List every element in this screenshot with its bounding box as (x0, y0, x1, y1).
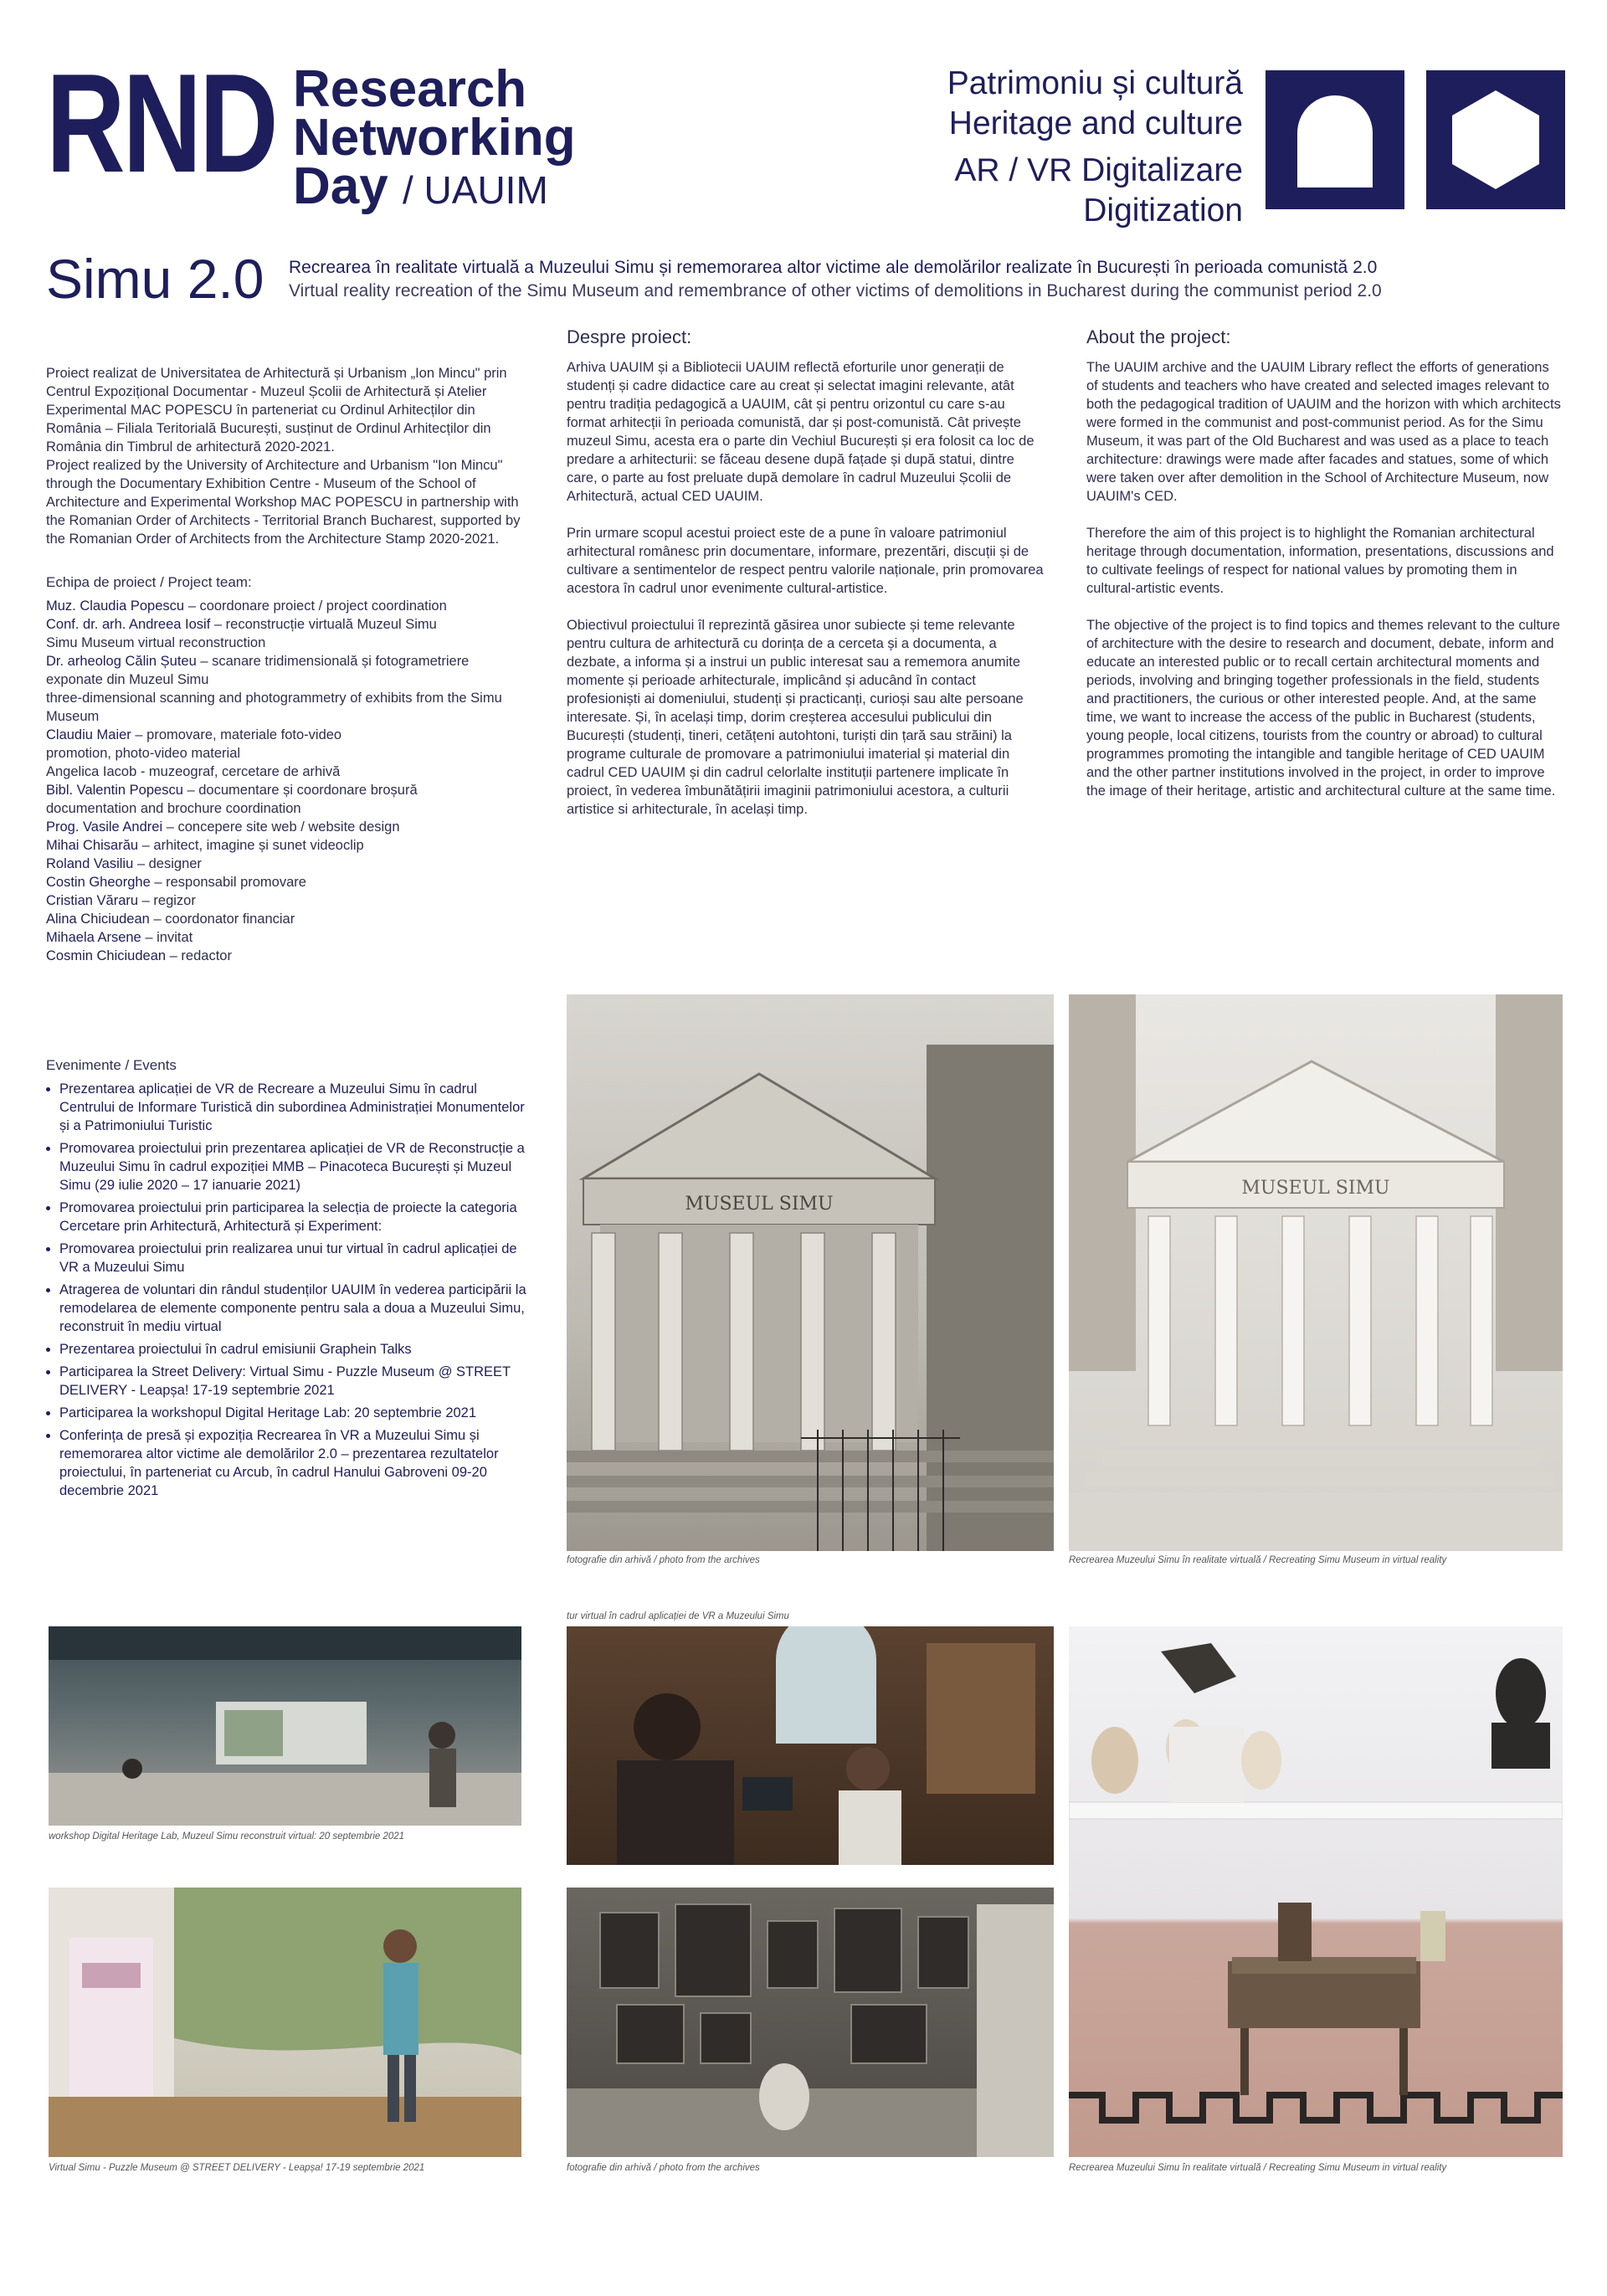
about-en-column (1086, 328, 1563, 800)
events-heading: Evenimente / Events (46, 1057, 177, 1073)
team-member-role: Simu Museum virtual reconstruction (46, 635, 266, 650)
logo-line-research: Research (293, 60, 527, 118)
team-member-name: Mihaela Arsene (46, 930, 141, 945)
team-member-role: – reconstrucție virtuală Muzeul Simu (213, 617, 437, 632)
caption-virtual-tour: tur virtual în cadrul aplicației de VR a Muzeului Simu (567, 1611, 789, 1621)
team-member-name: Conf. dr. arh. Andreea Iosif (46, 617, 211, 632)
team-member-name: Alina Chiciudean (46, 912, 150, 927)
logo-wordmark (293, 60, 576, 215)
team-member (46, 947, 523, 965)
theme-digital-en: Digitization (1083, 193, 1243, 229)
team-member (46, 836, 523, 855)
about-en-heading: About the project: (1086, 326, 1231, 347)
team-member-name: Bibl. Valentin Popescu (46, 783, 183, 798)
team-member-role: – invitat (145, 930, 193, 945)
team-member (46, 634, 523, 652)
team-member-role: – designer (136, 856, 202, 871)
about-en-p2: Therefore the aim of this project is to highlight the Romanian architectural heritage through documentation, information, presentations, discussions and to cultivate feelings of respect for national values by promoting them in cultural-artistic events. (1086, 526, 1554, 596)
project-subtitle-ro: Recrearea în realitate virtuală a Muzeului Simu și rememorarea altor victime ale demolărilor realizate în București în perioada comunistă 2.0 (289, 258, 1378, 277)
about-ro-p1: Arhiva UAUIM și a Bibliotecii UAUIM reflectă eforturile unor generații de studenți și cadre didactice care au creat și selectat imagini relevante, atât pentru tradiția pedagogică a UAUIM, cât și pentru orizontul cu care s-au format arhitecții în perioada comunistă, dar și post-comunistă. Cât privește muzeul Simu, acesta era o parte din Vechiul București și era folosit ca loc de predare a arhitecturii: se făceau desene după fațade și după statui, dintre care, o parte au fost preluate după demolare în cadrul Muzeului Școlii de Arhitectură, actual CED UAUIM. (567, 360, 1035, 504)
about-ro-column (567, 328, 1044, 819)
team-member (46, 652, 523, 689)
intro-en: Project realized by the University of Architecture and Urbanism "Ion Mincu" through the Documentary Exhibition Centre - Museum of the School of Architecture and Experimental Workshop MAC POPESCU in partnership with the Romanian Order of Architects - Territorial Branch Bucharest, supported by the Romanian Order of Architects from the Architecture Stamp 2020-2021. (46, 458, 521, 547)
team-member-name: Muz. Claudia Popescu (46, 598, 185, 614)
theme-heritage-ro: Patrimoniu și cultură (947, 65, 1243, 101)
team-member-name: Cristian Văraru (46, 893, 139, 908)
team-member-role: – coordonator financiar (153, 912, 295, 927)
team-member (46, 799, 523, 818)
archive-photo-interior (567, 1888, 1054, 2157)
team-member (46, 726, 523, 744)
team-member (46, 781, 523, 799)
team-member-name: Roland Vasiliu (46, 856, 134, 871)
team-member-role: – promovare, materiale foto-video (135, 727, 342, 742)
intro-ro: Proiect realizat de Universitatea de Arhitectură și Urbanism „Ion Mincu" prin Centrul Expozițional Documentar - Muzeul Școlii de Arhitectură și Atelier Experimental MAC POPESCU în parteneriat cu Ordinul Arhitecților din România – Filiala Teritorială București, susținut de Ordinul Arhitecților din România din Timbrul de arhitectură 2020-2021. (46, 366, 507, 455)
about-en-p1: The UAUIM archive and the UAUIM Library reflect the efforts of generations of students and teachers who have created and selected images relevant to both the pedagogical tradition of UAUIM and the horizon with which architects were formed in the communist and post-communist period. As for the Simu Museum, it was part of the Old Bucharest and was used as a place to teach architecture: drawings were made after facades and statues, some of which were taken over after demolition in the School of Architecture Museum, now UAUIM's CED. (1086, 360, 1561, 504)
event-item: • Prezentarea aplicației de VR de Recreare a Muzeului Simu în cadrul Centrului de Informare Turistică din subordinea Administrației Monumentelor și a Patrimoniului Turistic (59, 1080, 531, 1135)
project-title: Simu 2.0 (46, 248, 264, 310)
team-member (46, 910, 523, 928)
event-item: • Promovarea proiectului prin realizarea unui tur virtual în cadrul aplicației de VR a Muzeului Simu (59, 1240, 531, 1276)
about-ro-p3: Obiectivul proiectului îl reprezintă găsirea unor subiecte și teme relevante pentru cultura de arhitectură cu dorința de a cerceta și a documenta, a dezbate, a informa și a instrui un public interesat sau a rememora anumite momente și perioade arhitecturale, implicând și aducând în contact profesioniști ai domeniului, studenți și practicanți, curioși sau alte persoane interesate. Și, în același timp, dorim creșterea accesului publicului din București (studenți, tineri, cetățeni autohtoni, turiști din țară sau străini) la programe culturale de promovare a patrimoniului imaterial și material din cadrul CED UAUIM și din cadrul celorlalte instituții partenere implicate în proiect, în vederea îmbunătățirii imaginii patrimoniului acestora, a culturii artistice si arhitecturale, în același timp. (567, 618, 1024, 817)
digitization-hexagon-icon (1426, 70, 1565, 209)
team-member (46, 891, 523, 910)
virtual-tour-photo (567, 1626, 1054, 1865)
workshop-photo (49, 1626, 521, 1826)
team-member (46, 818, 523, 836)
left-column (46, 364, 523, 965)
team-member-name: Mihai Chisarău (46, 838, 139, 853)
event-item: • Atragerea de voluntari din rândul studenților UAUIM în vederea participării la remodelarea de elemente componente pentru sala a doua a Muzeului Simu, reconstruit în mediu virtual (59, 1281, 531, 1336)
team-member-role: – coordonare proiect / project coordination (187, 598, 447, 614)
event-item: • Conferința de presă și expoziția Recrearea în VR a Muzeului Simu și rememorarea altor victime ale demolărilor 2.0 – prezentarea rezultatelor proiectului, în parteneriat cu Arcub, în cadrul Hanului Gabroveni 09-20 decembrie 2021 (59, 1426, 531, 1500)
events-list (46, 1080, 531, 1500)
vr-render-interior (1069, 1626, 1563, 2157)
event-item: • Promovarea proiectului prin prezentarea aplicației de VR de Reconstrucție a Muzeului Simu în cadrul expoziției MMB – Pinacoteca București și Muzeul Simu (29 iulie 2020 – 17 ianuarie 2021) (59, 1139, 531, 1194)
caption-vr-interior: Recrearea Muzeului Simu în realitate virtuală / Recreating Simu Museum in virtual reality (1069, 2163, 1447, 2173)
team-heading: Echipa de proiect / Project team: (46, 574, 252, 590)
team-member-role: – redactor (169, 948, 232, 963)
caption-archive-photo: fotografie din arhivă / photo from the archives (567, 1555, 760, 1565)
svg-text:MUSEUL SIMU: MUSEUL SIMU (1241, 1178, 1390, 1199)
team-list (46, 597, 523, 965)
team-member-role: – responsabil promovare (154, 875, 306, 890)
team-member-name: Prog. Vasile Andrei (46, 819, 163, 835)
team-member-role: promotion, photo-video material (46, 746, 241, 761)
team-member-name: Dr. arheolog Călin Șuteu (46, 654, 197, 669)
team-member (46, 597, 523, 615)
caption-archive-interior: fotografie din arhivă / photo from the archives (567, 2163, 760, 2173)
team-member (46, 689, 523, 726)
vr-render-simu-museum (1069, 994, 1563, 1551)
team-member-role: – documentare și coordonare broșură (187, 783, 418, 798)
team-member-role: – concepere site web / website design (166, 819, 400, 835)
team-member (46, 763, 523, 781)
about-en-p3: The objective of the project is to find topics and themes relevant to the culture of architecture with the desire to research and document, debate, inform and educate an interested public or to recall certain architectural moments and periods, involving and bringing together professionals in the field, students and practitioners, the curious or other interested people. And, at the same time, we want to increase the access of the public in Bucharest (students, young people, local citizens, tourists from the country or abroad) to cultural programmes promoting the intangible and tangible heritage of CED UAUIM and the other partner institutions involved in the project, in order to improve the image of their heritage, artistic and architectural culture at the same time. (1086, 618, 1560, 799)
theme-digital-ro: AR / VR Digitalizare (954, 152, 1243, 188)
team-member (46, 615, 523, 634)
street-delivery-photo (49, 1888, 521, 2157)
team-member-role: – regizor (141, 893, 196, 908)
team-member-role: – arhitect, imagine și sunet videoclip (141, 838, 364, 853)
logo-uauim: / UAUIM (402, 168, 548, 212)
team-member-role: three-dimensional scanning and photogrammetry of exhibits from the Simu Museum (46, 691, 502, 724)
team-member-name: Cosmin Chiciudean (46, 948, 167, 963)
heritage-arch-icon (1266, 70, 1404, 209)
team-member (46, 744, 523, 763)
team-member (46, 928, 523, 947)
event-item: • Prezentarea proiectului în cadrul emisiunii Graphein Talks (59, 1340, 531, 1359)
caption-street-delivery: Virtual Simu - Puzzle Museum @ STREET DELIVERY - Leapșa! 17-19 septembrie 2021 (49, 2163, 425, 2173)
caption-vr-render: Recrearea Muzeului Simu în realitate virtuală / Recreating Simu Museum in virtual reality (1069, 1555, 1447, 1565)
team-member-name: Costin Gheorghe (46, 875, 151, 890)
team-member-name: Claudiu Maier (46, 727, 131, 742)
theme-heritage-en: Heritage and culture (948, 105, 1243, 141)
event-item: • Promovarea proiectului prin participarea la selecția de proiecte la categoria Cercetare prin Arhitectură, Arhitectură și Experiment: (59, 1199, 531, 1235)
logo-line-day: Day (293, 157, 388, 215)
event-item: • Participarea la Street Delivery: Virtual Simu - Puzzle Museum @ STREET DELIVERY - Leapșa! 17-19 septembrie 2021 (59, 1363, 531, 1400)
about-ro-heading: Despre proiect: (567, 326, 692, 347)
event-item: • Participarea la workshopul Digital Heritage Lab: 20 septembrie 2021 (59, 1404, 531, 1422)
theme-labels (947, 64, 1243, 231)
caption-workshop: workshop Digital Heritage Lab, Muzeul Simu reconstruit virtual: 20 septembrie 2021 (49, 1831, 405, 1841)
about-ro-p2: Prin urmare scopul acestui proiect este de a pune în valoare patrimoniul arhitectural românesc prin documentare, informare, prezentări, discuții și de cultivare a sentimentelor de respect pentru valorile naționale, prin promovarea acestora în cadrul unor evenimente cultural-artistice. (567, 526, 1044, 596)
svg-text:MUSEUL SIMU: MUSEUL SIMU (685, 1194, 834, 1215)
logo-rnd-mark: RND (46, 44, 276, 202)
team-member (46, 855, 523, 873)
team-member-role: documentation and brochure coordination (46, 801, 301, 816)
events-section (46, 1056, 531, 1504)
team-member-role: Angelica Iacob - muzeograf, cercetare de arhivă (46, 764, 341, 779)
team-member (46, 873, 523, 891)
project-subtitle-en: Virtual reality recreation of the Simu Museum and remembrance of other victims of demolitions in Bucharest during the communist period 2.0 (289, 281, 1382, 300)
archive-photo-simu-museum (567, 994, 1054, 1551)
team-member-role: – scanare tridimensională și fotogrametriere exponate din Muzeul Simu (46, 654, 470, 687)
logo-line-networking: Networking (293, 109, 576, 167)
